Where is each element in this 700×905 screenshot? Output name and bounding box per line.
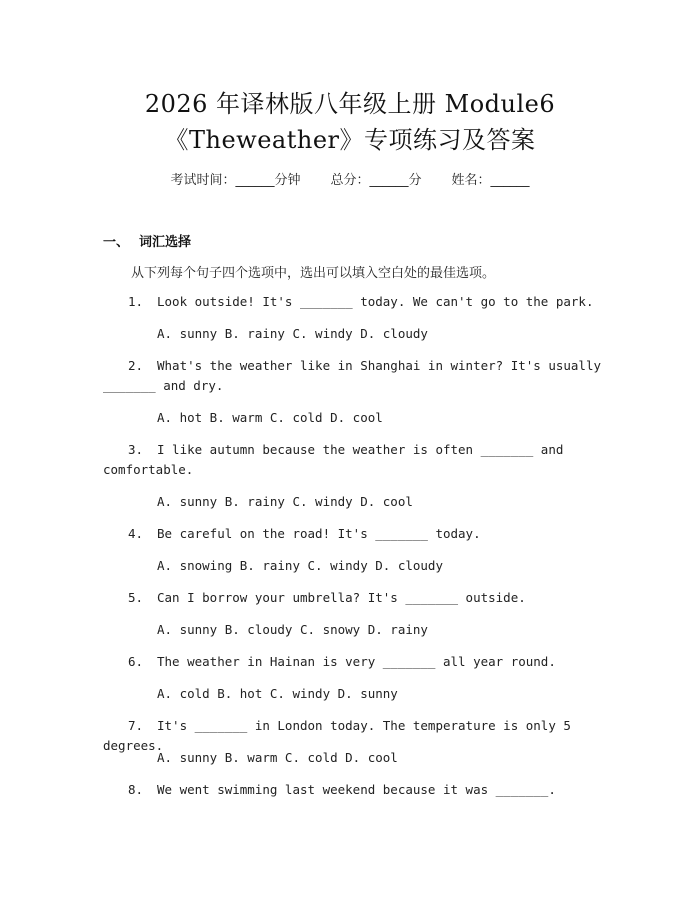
question-number: 7. — [127, 718, 143, 733]
question-text: Be careful on the road! It's _______ today. — [157, 526, 481, 541]
question-4-options: A. snowing B. rainy C. windy D. cloudy — [157, 558, 443, 573]
question-number: 6. — [127, 654, 143, 669]
question-5-options: A. sunny B. cloudy C. snowy D. rainy — [157, 622, 428, 637]
question-8 — [103, 780, 603, 800]
document-title-line2: 《Theweather》专项练习及答案 — [164, 126, 536, 154]
question-3 — [103, 440, 603, 480]
question-2 — [103, 356, 603, 396]
question-number: 4. — [127, 526, 143, 541]
question-6 — [103, 652, 603, 672]
question-text: Look outside! It's _______ today. We can't go to the park. — [157, 294, 594, 309]
document-title-line1: 2026 年译林版八年级上册 Module6 — [144, 90, 556, 118]
student-name-field: 姓名：______ — [451, 173, 530, 188]
question-1 — [103, 292, 603, 312]
section-heading — [103, 231, 191, 250]
section-number: 一、 — [103, 235, 130, 250]
exam-meta — [0, 169, 700, 188]
question-6-options: A. cold B. hot C. windy D. sunny — [157, 686, 398, 701]
question-5 — [103, 588, 603, 608]
question-text: The weather in Hainan is very _______ all year round. — [157, 654, 556, 669]
question-text-line1: I like autumn because the weather is often _______ and — [157, 442, 564, 457]
total-score-field: 总分：______分 — [330, 173, 422, 188]
question-text: It's _______ in London today. The temperature is only 5 degrees. — [103, 718, 571, 753]
section-instructions: 从下列每个句子四个选项中，选出可以填入空白处的最佳选项。 — [131, 266, 496, 281]
question-text-line2: _______ and dry. — [103, 378, 224, 393]
question-text-line2: comfortable. — [103, 462, 194, 477]
question-text: We went swimming last weekend because it was _______. — [157, 782, 556, 797]
question-number: 8. — [127, 782, 143, 797]
question-number: 1. — [127, 294, 143, 309]
section-title: 词汇选择 — [139, 235, 192, 250]
question-7-options: A. sunny B. warm C. cold D. cool — [157, 750, 398, 765]
question-number: 2. — [127, 358, 143, 373]
question-number: 3. — [127, 442, 143, 457]
exam-time-field: 考试时间：______分钟 — [170, 173, 301, 188]
question-1-options: A. sunny B. rainy C. windy D. cloudy — [157, 326, 428, 341]
question-3-options: A. sunny B. rainy C. windy D. cool — [157, 494, 413, 509]
question-number: 5. — [127, 590, 143, 605]
question-4 — [103, 524, 603, 544]
question-text: Can I borrow your umbrella? It's _______ outside. — [157, 590, 526, 605]
question-2-options: A. hot B. warm C. cold D. cool — [157, 410, 383, 425]
question-text-line1: What's the weather like in Shanghai in winter? It's usually — [157, 358, 602, 373]
